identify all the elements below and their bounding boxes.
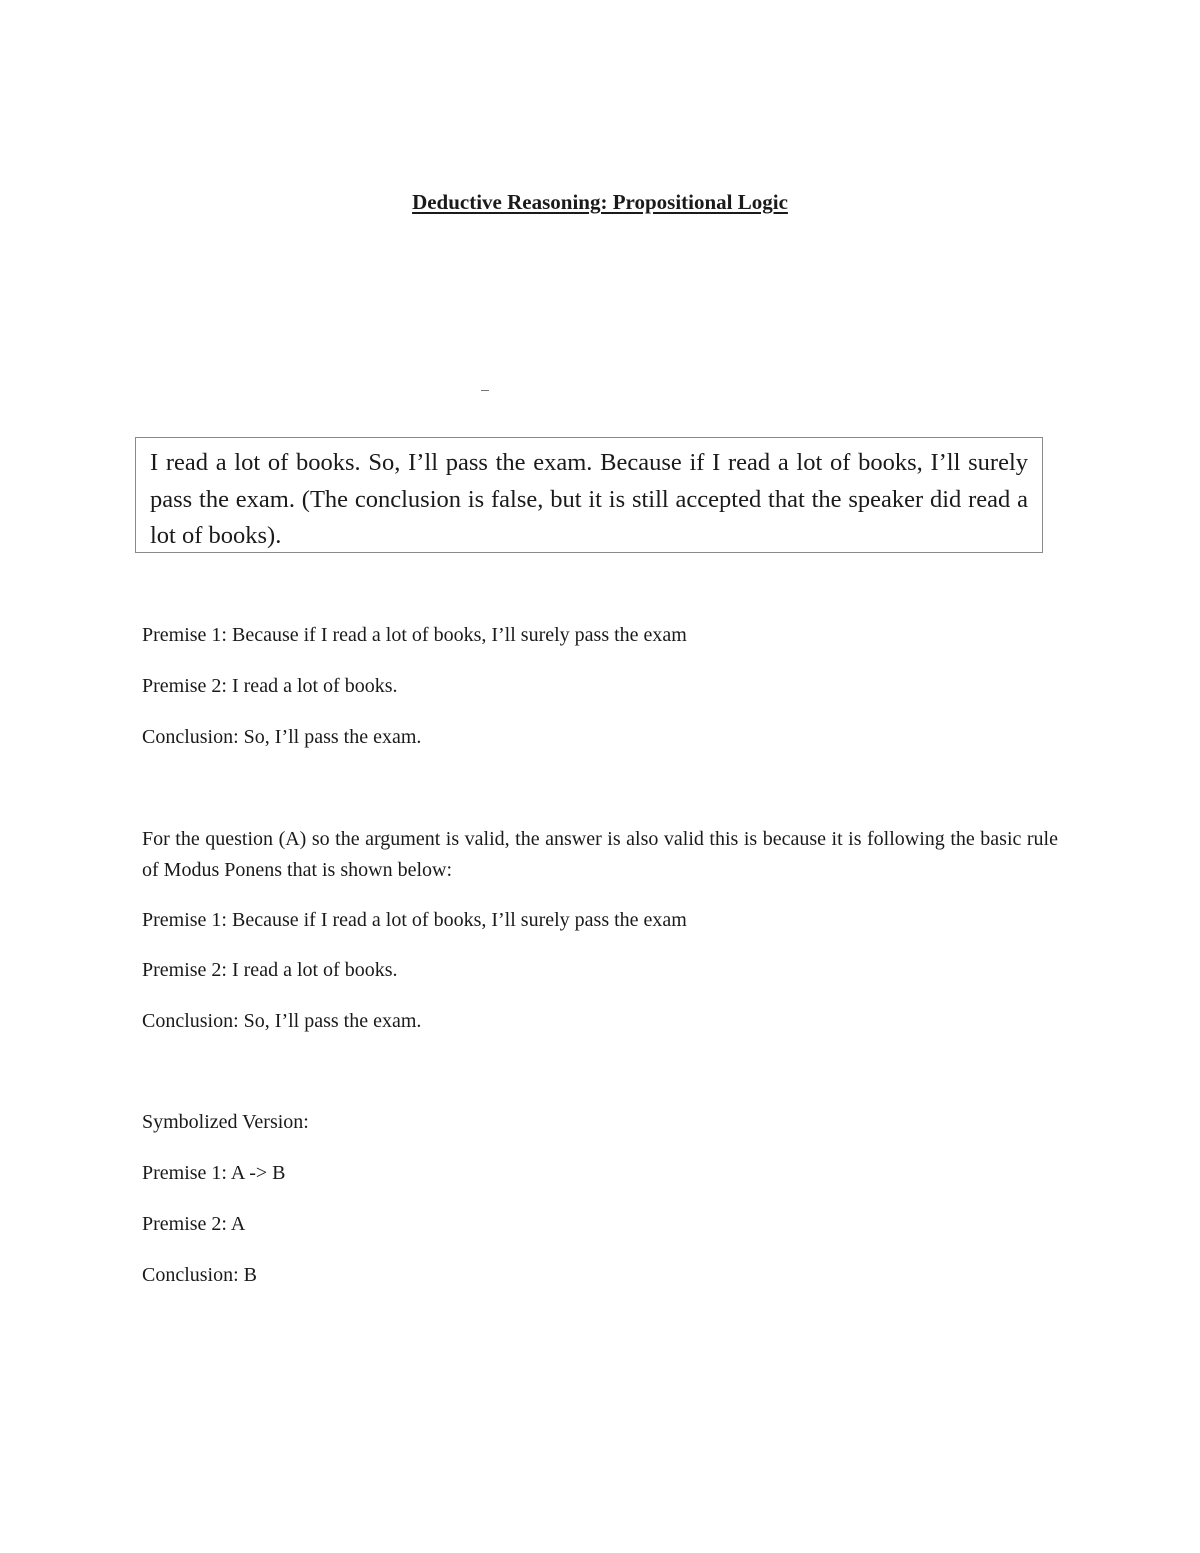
explanation-paragraph: For the question (A) so the argument is valid, the answer is also valid this is because it is following the basic rule of Modus Ponens that is shown below: — [142, 828, 1058, 881]
argument-2-premise-1: Premise 1: Because if I read a lot of books, I’ll surely pass the exam — [142, 909, 687, 931]
argument-1-premise-2: Premise 2: I read a lot of books. — [142, 675, 398, 697]
dash-mark — [481, 390, 489, 391]
argument-2-conclusion: Conclusion: So, I’ll pass the exam. — [142, 1010, 422, 1032]
page-title: Deductive Reasoning: Propositional Logic — [412, 190, 788, 214]
quote-box — [135, 437, 1043, 553]
symbolized-premise-2: Premise 2: A — [142, 1213, 246, 1235]
argument-1-conclusion: Conclusion: So, I’ll pass the exam. — [142, 726, 422, 748]
argument-2-premise-2: Premise 2: I read a lot of books. — [142, 959, 398, 981]
symbolized-conclusion: Conclusion: B — [142, 1264, 258, 1286]
symbolized-heading: Symbolized Version: — [142, 1111, 309, 1133]
quote-text: I read a lot of books. So, I’ll pass the exam. Because if I read a lot of books, I’ll surely pass the exam. (The conclusion is false, but it is still accepted that the speaker did read a lot of books). — [150, 449, 1028, 549]
argument-1-premise-1: Premise 1: Because if I read a lot of books, I’ll surely pass the exam — [142, 624, 687, 646]
symbolized-premise-1: Premise 1: A -> B — [142, 1162, 286, 1184]
